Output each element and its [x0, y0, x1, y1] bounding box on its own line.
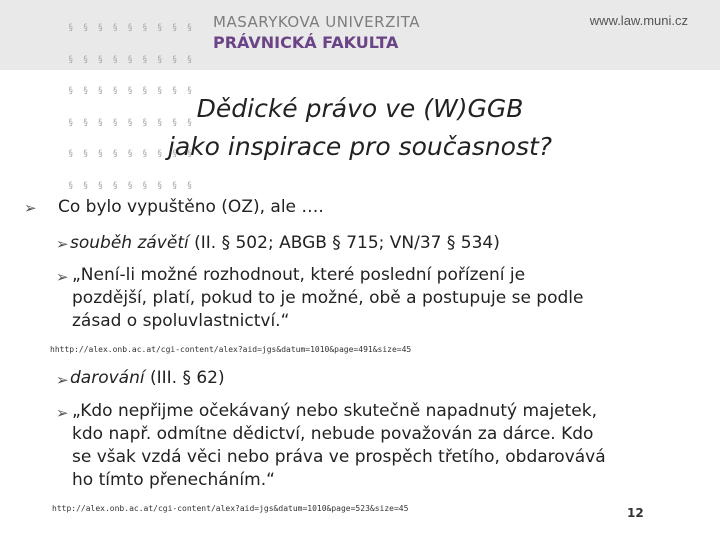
symbol-row: § § § § § § § § § — [68, 149, 195, 159]
arrow-bullet-icon: ➢ — [56, 268, 69, 286]
quote-2-line: „Kdo nepřijme očekávaný nebo skutečně napadnutý majetek, — [72, 401, 598, 421]
quote-2-line: se však vzdá věci nebo práva ve prospěch třetího, obdarovává — [72, 447, 606, 467]
symbol-row: § § § § § § § § § — [68, 54, 195, 65]
slide-title — [0, 90, 720, 166]
quote-1-line: pozdější, platí, pokud to je možné, obě a postupuje se podle — [72, 288, 584, 308]
faculty-name: PRÁVNICKÁ FAKULTA — [213, 33, 399, 52]
site-url: www.law.muni.cz — [589, 13, 688, 28]
sub-bullet-1-ref: (II. § 502; ABGB § 715; VN/37 § 534) — [188, 233, 500, 253]
quote-1-line: „Není-li možné rozhodnout, které poslední pořízení je — [72, 265, 526, 285]
title-line-1: Dědické právo ve (W)GGB — [196, 94, 524, 123]
symbol-row: § § § § § § § § § — [68, 86, 195, 96]
quote-1-line: zásad o spoluvlastnictví.“ — [72, 311, 290, 331]
source-link-2[interactable]: http://alex.onb.ac.at/cgi-content/alex?aid=jgs&datum=1010&page=523&size=45 — [52, 504, 409, 513]
quote-1 — [72, 264, 583, 333]
quote-2-line: ho tímto přenecháním.“ — [72, 470, 275, 490]
arrow-bullet-icon: ➢ — [56, 404, 69, 422]
sub-bullet-1 — [70, 233, 500, 253]
sub-bullet-2 — [70, 368, 225, 388]
arrow-bullet-icon: ➢ — [56, 235, 69, 253]
arrow-bullet-icon: ➢ — [56, 371, 69, 389]
page-number: 12 — [627, 506, 644, 520]
quote-2-line: kdo např. odmítne dědictví, nebude považován za dárce. Kdo — [72, 424, 594, 444]
sub-bullet-1-term: souběh závětí — [70, 233, 189, 253]
source-link-1[interactable]: hhttp://alex.onb.ac.at/cgi-content/alex?aid=jgs&datum=1010&page=491&size=45 — [50, 345, 412, 354]
paragraph-symbol-pattern — [68, 2, 195, 191]
university-name: MASARYKOVA UNIVERZITA — [213, 13, 421, 31]
quote-2 — [72, 400, 606, 492]
sub-bullet-2-term: darování — [70, 368, 145, 388]
symbol-row: § § § § § § § § § — [68, 180, 195, 191]
sub-bullet-2-ref: (III. § 62) — [144, 368, 225, 388]
title-line-2: jako inspirace pro současnost? — [167, 132, 553, 161]
symbol-row: § § § § § § § § § — [68, 23, 195, 33]
symbol-row: § § § § § § § § § — [68, 117, 195, 128]
bullet-main: Co bylo vypuštěno (OZ), ale …. — [58, 197, 324, 217]
arrow-bullet-icon: ➢ — [24, 199, 37, 217]
